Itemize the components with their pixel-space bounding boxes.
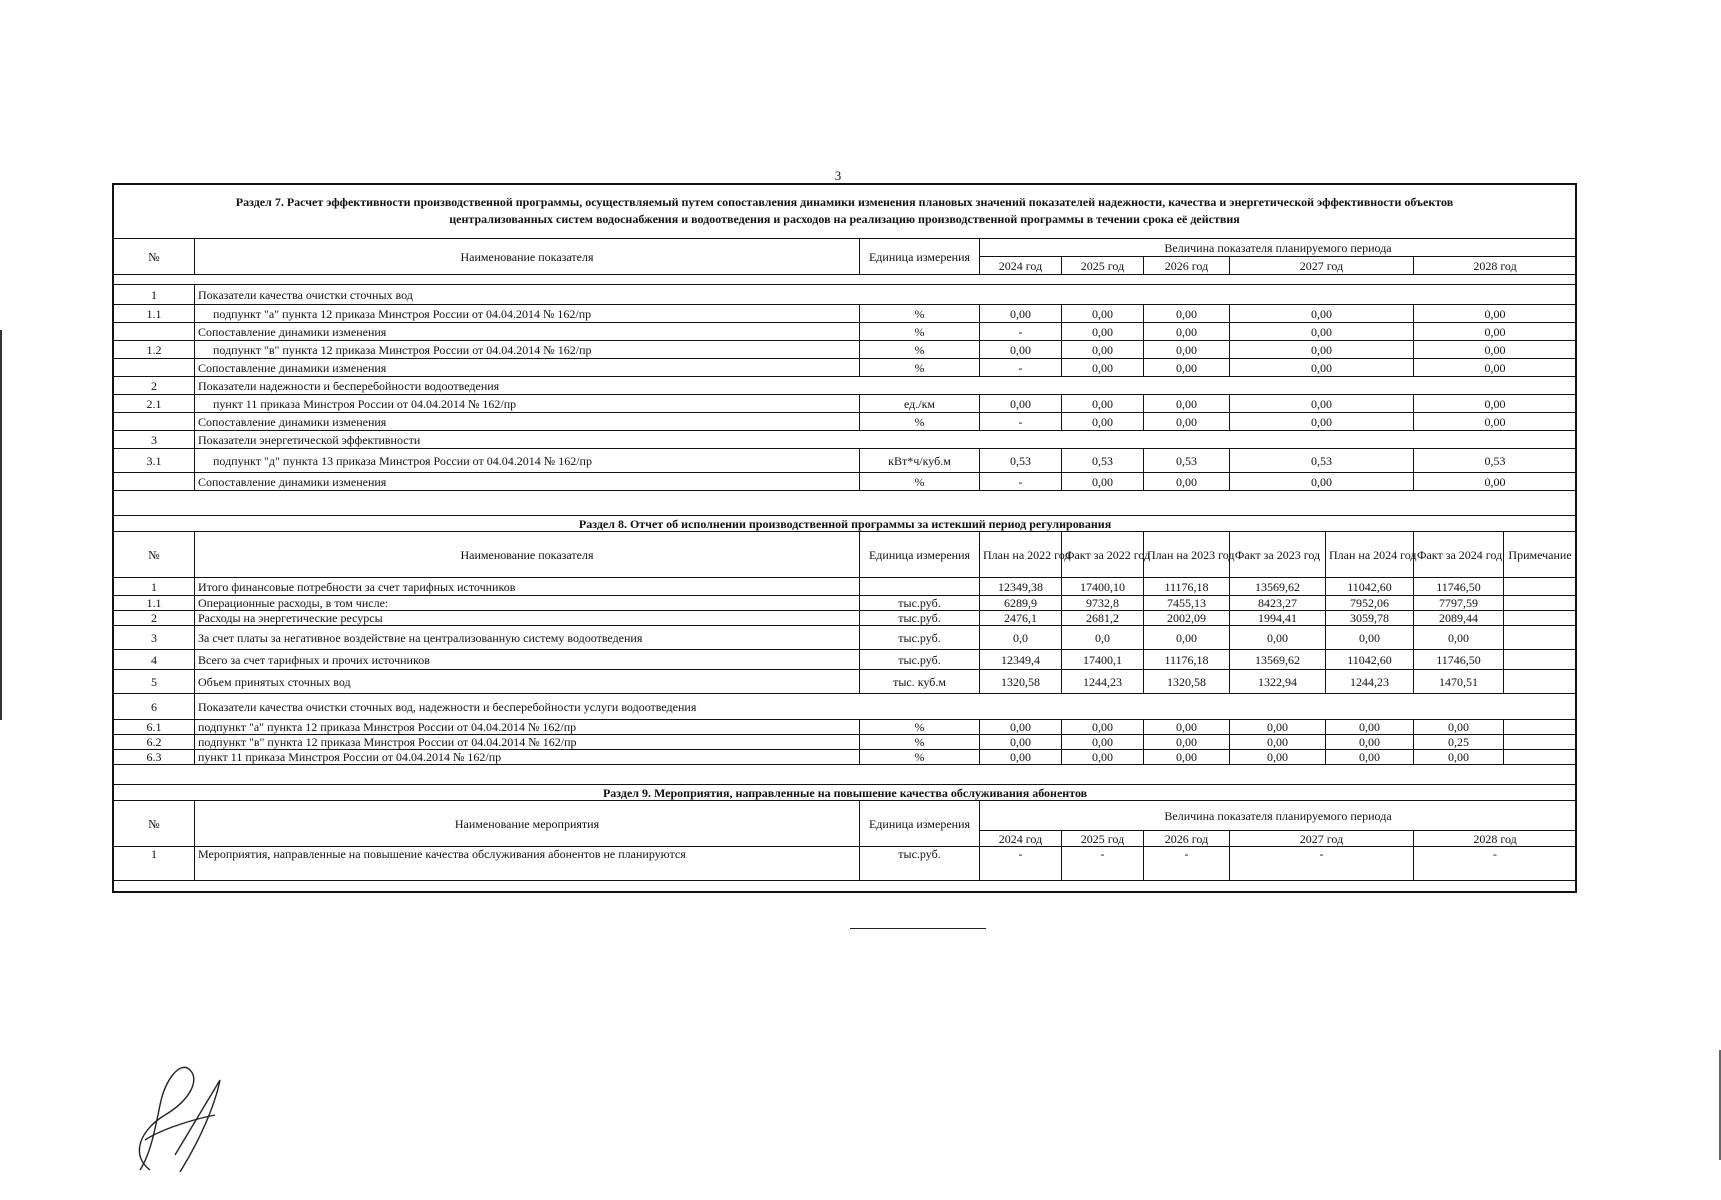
row-unit: тыс. куб.м: [860, 670, 980, 694]
row-value: 0,00: [1414, 359, 1577, 377]
table-row: [114, 395, 1577, 413]
section7-title-line1: Раздел 7. Расчет эффективности производственной программы, осуществляемый путем сопоставления динамики изменения плановых значений показателей надежности, качества и энергетической эффективности объектов: [235, 195, 1454, 209]
row-value: 2681,2: [1062, 611, 1144, 626]
row-value: 0,00: [1230, 359, 1414, 377]
row-value: 0,00: [1144, 720, 1230, 735]
row-number: 4: [114, 650, 195, 670]
s9-head-year: 2025 год: [1062, 831, 1144, 847]
row-value: 0,00: [1144, 359, 1230, 377]
table-row: [114, 750, 1577, 765]
s7-head-name: Наименование показателя: [195, 239, 860, 275]
scan-edge-mark: [0, 330, 2, 720]
s9-head-year: 2026 год: [1144, 831, 1230, 847]
section9-table: [113, 784, 1577, 881]
row-note: [1504, 750, 1577, 765]
row-value: 7797,59: [1414, 596, 1504, 611]
s8-head-col: План на 2022 год: [980, 532, 1062, 578]
table-row: [114, 305, 1577, 323]
row-value: 12349,4: [980, 650, 1062, 670]
row-value: -: [1144, 847, 1230, 881]
row-value: 0,00: [1062, 413, 1144, 431]
row-value: 0,00: [1230, 720, 1326, 735]
row-value: 11176,18: [1144, 650, 1230, 670]
row-value: 0,00: [980, 735, 1062, 750]
s7-head-year: 2026 год: [1144, 257, 1230, 275]
row-name: подпункт "в" пункта 12 приказа Минстроя России от 04.04.2014 № 162/пр: [195, 341, 860, 359]
row-value: 6289,9: [980, 596, 1062, 611]
table-row: [114, 323, 1577, 341]
row-unit: %: [860, 359, 980, 377]
row-value: 0,53: [1414, 449, 1577, 473]
row-value: 11042,60: [1326, 650, 1414, 670]
row-value: 0,00: [1414, 395, 1577, 413]
row-unit: тыс.руб.: [860, 611, 980, 626]
row-value: 0,00: [1230, 413, 1414, 431]
row-name: За счет платы за негативное воздействие на централизованную систему водоотведения: [195, 626, 860, 650]
row-value: 0,00: [1144, 735, 1230, 750]
section7-title-line2: централизованных систем водоснабжения и водоотведения и расходов на реализацию производственной программы в течении срока её действия: [449, 212, 1240, 226]
row-unit: кВт*ч/куб.м: [860, 449, 980, 473]
s9-head-name: Наименование мероприятия: [195, 801, 860, 847]
row-number: 1.2: [114, 341, 195, 359]
row-value: 0,00: [1144, 413, 1230, 431]
row-unit: [860, 578, 980, 596]
row-value: 0,0: [1062, 626, 1144, 650]
row-unit: %: [860, 750, 980, 765]
row-unit: тыс.руб.: [860, 626, 980, 650]
row-value: 0,00: [1230, 750, 1326, 765]
row-value: 8423,27: [1230, 596, 1326, 611]
s7-head-period: Величина показателя планируемого периода: [980, 239, 1577, 257]
row-number: 6: [114, 694, 195, 720]
row-number: 3: [114, 626, 195, 650]
row-unit: %: [860, 413, 980, 431]
row-value: 0,00: [1230, 395, 1414, 413]
s8-head-col: Факт за 2024 год: [1414, 532, 1504, 578]
row-name: Показатели надежности и бесперебойности водоотведения: [195, 377, 1577, 395]
row-value: 0,00: [1062, 720, 1144, 735]
row-name: подпункт "а" пункта 12 приказа Минстроя России от 04.04.2014 № 162/пр: [195, 720, 860, 735]
row-unit: %: [860, 735, 980, 750]
table-row: [114, 650, 1577, 670]
row-value: 0,00: [1230, 341, 1414, 359]
row-value: 2089,44: [1414, 611, 1504, 626]
table-row: [114, 431, 1577, 449]
row-value: 13569,62: [1230, 650, 1326, 670]
row-note: [1504, 670, 1577, 694]
row-value: 13569,62: [1230, 578, 1326, 596]
row-note: [1504, 611, 1577, 626]
row-name: Расходы на энергетические ресурсы: [195, 611, 860, 626]
row-value: 0,00: [1144, 750, 1230, 765]
row-value: 0,00: [1062, 473, 1144, 491]
row-value: 0,0: [980, 626, 1062, 650]
section8-title: Раздел 8. Отчет об исполнении производственной программы за истекший период регулирования: [114, 516, 1577, 532]
table-row: [114, 694, 1577, 720]
row-value: 0,53: [980, 449, 1062, 473]
table-row: [114, 720, 1577, 735]
row-unit: тыс.руб.: [860, 596, 980, 611]
row-value: -: [1062, 847, 1144, 881]
section7-table: [113, 238, 1577, 491]
row-value: -: [980, 323, 1062, 341]
table-row: [114, 413, 1577, 431]
row-value: 0,00: [1414, 720, 1504, 735]
row-value: 0,25: [1414, 735, 1504, 750]
row-value: 1244,23: [1062, 670, 1144, 694]
row-value: 2002,09: [1144, 611, 1230, 626]
row-note: [1504, 650, 1577, 670]
row-value: 3059,78: [1326, 611, 1414, 626]
s8-head-no: №: [114, 532, 195, 578]
row-name: Мероприятия, направленные на повышение качества обслуживания абонентов не планируются: [195, 847, 860, 881]
row-value: 0,53: [1062, 449, 1144, 473]
row-value: 0,00: [1414, 305, 1577, 323]
row-name: Сопоставление динамики изменения: [195, 473, 860, 491]
row-value: 1320,58: [980, 670, 1062, 694]
row-note: [1504, 720, 1577, 735]
table-row: [114, 626, 1577, 650]
row-value: 0,00: [1414, 413, 1577, 431]
row-value: 0,53: [1144, 449, 1230, 473]
row-value: 0,00: [1414, 473, 1577, 491]
row-name: Сопоставление динамики изменения: [195, 359, 860, 377]
handwritten-signature: [120, 1060, 230, 1180]
row-name: Итого финансовые потребности за счет тарифных источников: [195, 578, 860, 596]
row-value: 0,00: [1230, 735, 1326, 750]
row-value: 0,00: [1144, 473, 1230, 491]
row-unit: тыс.руб.: [860, 650, 980, 670]
section9-title: Раздел 9. Мероприятия, направленные на повышение качества обслуживания абонентов: [114, 785, 1577, 801]
row-value: -: [980, 359, 1062, 377]
table-row: [114, 847, 1577, 881]
row-number: 1: [114, 847, 195, 881]
row-value: 9732,8: [1062, 596, 1144, 611]
row-value: 11746,50: [1414, 578, 1504, 596]
table-row: [114, 449, 1577, 473]
bottom-rule: [850, 928, 986, 929]
row-value: 0,00: [980, 341, 1062, 359]
s7-head-year: 2027 год: [1230, 257, 1414, 275]
row-value: 0,00: [1144, 626, 1230, 650]
row-value: 0,00: [1230, 473, 1414, 491]
row-value: 0,00: [1230, 305, 1414, 323]
table-row: [114, 670, 1577, 694]
row-number: [114, 473, 195, 491]
row-value: 11176,18: [1144, 578, 1230, 596]
row-value: 12349,38: [980, 578, 1062, 596]
row-note: [1504, 596, 1577, 611]
row-name: Показатели качества очистки сточных вод, надежности и бесперебойности услуги водоотведения: [195, 694, 1577, 720]
row-note: [1504, 626, 1577, 650]
row-name: Операционные расходы, в том числе:: [195, 596, 860, 611]
s7-head-year: 2024 год: [980, 257, 1062, 275]
row-value: 0,00: [1062, 359, 1144, 377]
row-number: 5: [114, 670, 195, 694]
row-number: 6.2: [114, 735, 195, 750]
row-value: 1994,41: [1230, 611, 1326, 626]
row-value: 0,00: [1230, 626, 1326, 650]
row-number: 6.3: [114, 750, 195, 765]
row-value: 1470,51: [1414, 670, 1504, 694]
row-unit: %: [860, 323, 980, 341]
table-row: [114, 285, 1577, 305]
row-value: -: [980, 473, 1062, 491]
row-unit: %: [860, 473, 980, 491]
row-number: 1: [114, 578, 195, 596]
row-number: [114, 359, 195, 377]
row-value: 0,00: [980, 395, 1062, 413]
row-value: 17400,10: [1062, 578, 1144, 596]
table-row: [114, 596, 1577, 611]
row-number: 1.1: [114, 596, 195, 611]
s8-head-col: Факт за 2022 год: [1062, 532, 1144, 578]
row-unit: ед./км: [860, 395, 980, 413]
row-name: Сопоставление динамики изменения: [195, 323, 860, 341]
row-unit: %: [860, 341, 980, 359]
row-value: 0,00: [1144, 323, 1230, 341]
row-value: 0,00: [980, 750, 1062, 765]
row-unit: тыс.руб.: [860, 847, 980, 881]
row-value: 0,00: [1414, 323, 1577, 341]
row-number: [114, 323, 195, 341]
row-number: [114, 413, 195, 431]
row-value: 0,00: [1062, 323, 1144, 341]
row-value: 0,00: [1144, 341, 1230, 359]
row-name: Показатели энергетической эффективности: [195, 431, 1577, 449]
s7-head-year: 2025 год: [1062, 257, 1144, 275]
row-value: 0,00: [1414, 626, 1504, 650]
row-value: 0,00: [1326, 720, 1414, 735]
row-value: -: [980, 413, 1062, 431]
row-value: 0,00: [1230, 323, 1414, 341]
row-name: пункт 11 приказа Минстроя России от 04.04.2014 № 162/пр: [195, 750, 860, 765]
row-number: 2: [114, 611, 195, 626]
section8-table: [113, 515, 1577, 765]
row-number: 3: [114, 431, 195, 449]
row-value: 2476,1: [980, 611, 1062, 626]
row-value: 0,00: [1062, 305, 1144, 323]
row-value: 0,00: [1414, 750, 1504, 765]
row-value: 1244,23: [1326, 670, 1414, 694]
row-value: 0,00: [1326, 750, 1414, 765]
table-row: [114, 341, 1577, 359]
table-row: [114, 578, 1577, 596]
s9-head-no: №: [114, 801, 195, 847]
s8-head-unit: Единица измерения: [860, 532, 980, 578]
table-row: [114, 611, 1577, 626]
s9-head-year: 2027 год: [1230, 831, 1414, 847]
row-value: 0,00: [980, 720, 1062, 735]
s8-head-col: План на 2023 год: [1144, 532, 1230, 578]
row-value: -: [1230, 847, 1414, 881]
row-value: 11042,60: [1326, 578, 1414, 596]
s8-head-note: Примечание: [1504, 532, 1577, 578]
row-value: -: [980, 847, 1062, 881]
row-name: Всего за счет тарифных и прочих источников: [195, 650, 860, 670]
row-value: 0,00: [1062, 341, 1144, 359]
table-row: [114, 359, 1577, 377]
row-number: 2: [114, 377, 195, 395]
row-number: 2.1: [114, 395, 195, 413]
row-value: 0,00: [1326, 735, 1414, 750]
s8-head-name: Наименование показателя: [195, 532, 860, 578]
document-frame: [112, 183, 1577, 893]
row-value: 0,00: [1062, 750, 1144, 765]
row-value: 0,00: [1326, 626, 1414, 650]
row-name: подпункт "в" пункта 12 приказа Минстроя России от 04.04.2014 № 162/пр: [195, 735, 860, 750]
row-number: 1.1: [114, 305, 195, 323]
row-value: 0,00: [1414, 341, 1577, 359]
section7-title: [114, 194, 1575, 228]
row-number: 3.1: [114, 449, 195, 473]
row-note: [1504, 578, 1577, 596]
row-value: 0,00: [980, 305, 1062, 323]
table-row: [114, 377, 1577, 395]
page-number: 3: [834, 168, 842, 183]
row-value: 1322,94: [1230, 670, 1326, 694]
s7-head-no: №: [114, 239, 195, 275]
row-unit: %: [860, 720, 980, 735]
row-name: пункт 11 приказа Минстроя России от 04.04.2014 № 162/пр: [195, 395, 860, 413]
s9-head-year: 2024 год: [980, 831, 1062, 847]
row-name: подпункт "д" пункта 13 приказа Минстроя России от 04.04.2014 № 162/пр: [195, 449, 860, 473]
row-value: 7952,06: [1326, 596, 1414, 611]
row-value: 17400,1: [1062, 650, 1144, 670]
row-value: 11746,50: [1414, 650, 1504, 670]
s7-head-year: 2028 год: [1414, 257, 1577, 275]
row-value: 0,53: [1230, 449, 1414, 473]
row-name: Сопоставление динамики изменения: [195, 413, 860, 431]
row-number: 6.1: [114, 720, 195, 735]
s9-head-year: 2028 год: [1414, 831, 1577, 847]
s8-head-col: План на 2024 год: [1326, 532, 1414, 578]
row-note: [1504, 735, 1577, 750]
table-row: [114, 473, 1577, 491]
row-name: подпункт "а" пункта 12 приказа Минстроя России от 04.04.2014 № 162/пр: [195, 305, 860, 323]
row-name: Показатели качества очистки сточных вод: [195, 285, 1577, 305]
row-unit: %: [860, 305, 980, 323]
row-value: 1320,58: [1144, 670, 1230, 694]
row-value: 0,00: [1062, 395, 1144, 413]
s9-head-unit: Единица измерения: [860, 801, 980, 847]
row-number: 1: [114, 285, 195, 305]
row-value: 0,00: [1144, 305, 1230, 323]
s9-head-period: Величина показателя планируемого периода: [980, 801, 1577, 831]
row-value: 7455,13: [1144, 596, 1230, 611]
s8-head-col: Факт за 2023 год: [1230, 532, 1326, 578]
row-value: 0,00: [1144, 395, 1230, 413]
row-name: Объем принятых сточных вод: [195, 670, 860, 694]
s7-head-unit: Единица измерения: [860, 239, 980, 275]
row-value: -: [1414, 847, 1577, 881]
row-value: 0,00: [1062, 735, 1144, 750]
table-row: [114, 735, 1577, 750]
